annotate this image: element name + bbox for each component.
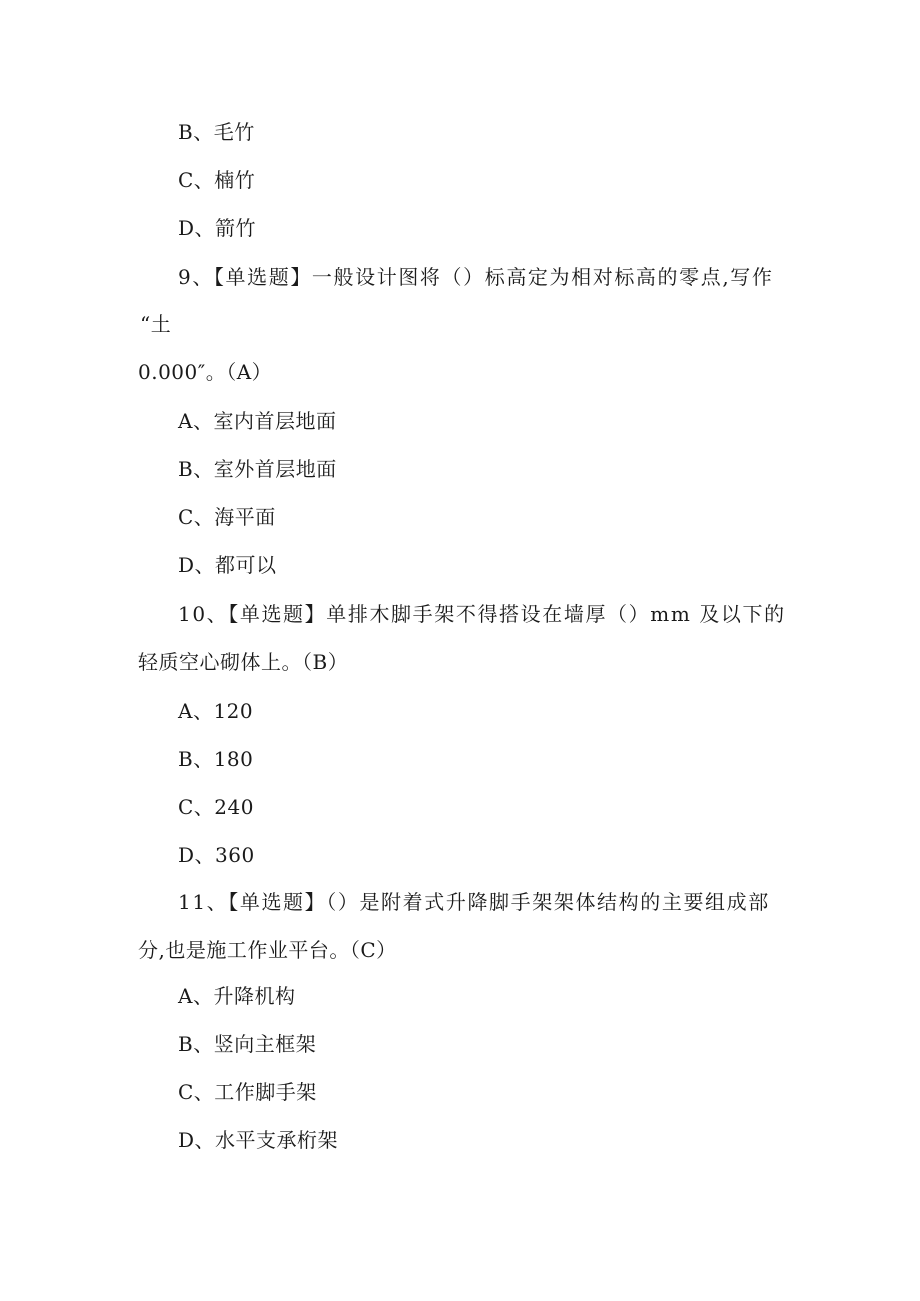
q9-stem-cont-1: “土 — [140, 312, 172, 336]
q9-stem-cont-2: 0.000″。（A） — [138, 360, 273, 384]
q10-option-a: A、120 — [178, 699, 254, 723]
q11-stem-cont: 分,也是施工作业平台。（C） — [138, 938, 397, 962]
q10-stem: 10、【单选题】单排木脚手架不得搭设在墙厚（）mm 及以下的 — [178, 602, 786, 626]
q10-stem-cont: 轻质空心砌体上。（B） — [138, 650, 349, 674]
q11-stem: 11、【单选题】（）是附着式升降脚手架架体结构的主要组成部 — [178, 890, 770, 914]
q11-option-b: B、竖向主框架 — [178, 1032, 317, 1056]
q8-option-c: C、楠竹 — [178, 168, 256, 192]
q9-option-a: A、室内首层地面 — [178, 409, 337, 433]
q10-option-c: C、240 — [178, 795, 254, 819]
q11-option-c: C、工作脚手架 — [178, 1080, 317, 1104]
q9-option-c: C、海平面 — [178, 505, 276, 529]
q9-option-d: D、都可以 — [178, 553, 277, 577]
q8-option-b: B、毛竹 — [178, 120, 255, 144]
q10-option-d: D、360 — [178, 843, 255, 867]
q10-option-b: B、180 — [178, 747, 254, 771]
q11-option-a: A、升降机构 — [178, 984, 296, 1008]
q9-stem: 9、【单选题】一般设计图将（）标高定为相对标高的零点,写作 — [178, 265, 774, 289]
q9-option-b: B、室外首层地面 — [178, 457, 337, 481]
q8-option-d: D、箭竹 — [178, 216, 257, 240]
q11-option-d: D、水平支承桁架 — [178, 1128, 339, 1152]
